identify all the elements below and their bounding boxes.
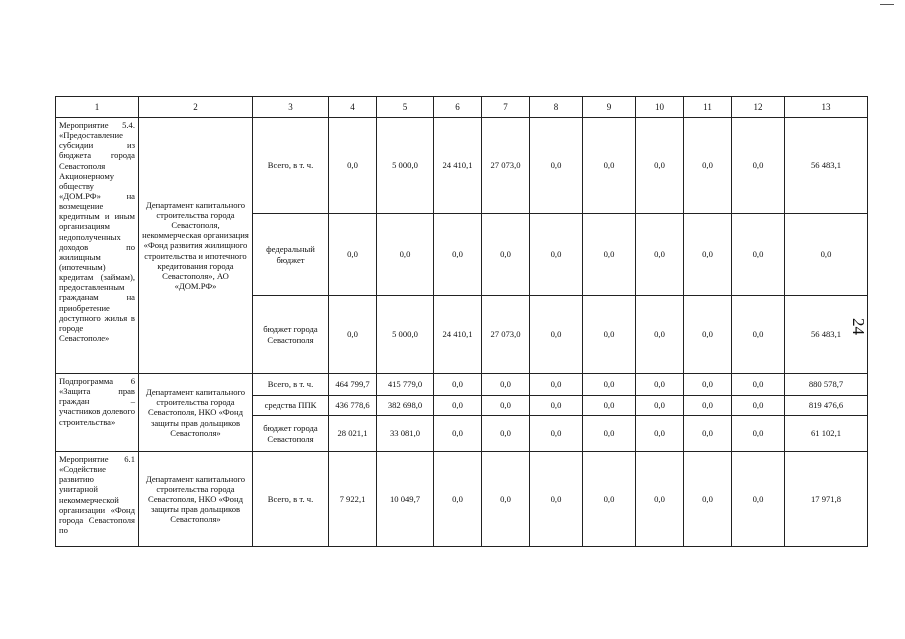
value-cell: 0,0 [482, 214, 530, 296]
value-cell: 0,0 [636, 214, 684, 296]
funding-source-cell: бюджет города Севастополя [253, 416, 329, 452]
value-cell: 415 779,0 [377, 374, 434, 396]
value-cell: 28 021,1 [329, 416, 377, 452]
value-cell: 5 000,0 [377, 118, 434, 214]
funding-source-cell: Всего, в т. ч. [253, 452, 329, 547]
total-cell: 0,0 [785, 214, 868, 296]
value-cell: 24 410,1 [434, 296, 482, 374]
value-cell: 0,0 [684, 452, 732, 547]
page-number: 24 [849, 318, 868, 335]
value-cell: 0,0 [636, 118, 684, 214]
value-cell: 5 000,0 [377, 296, 434, 374]
value-cell: 0,0 [329, 118, 377, 214]
value-cell: 0,0 [329, 296, 377, 374]
value-cell: 0,0 [583, 416, 636, 452]
value-cell: 0,0 [530, 416, 583, 452]
executor-cell: Департамент капитального строительства города Севастополя, НКО «Фонд защиты прав дольщиков Севастополя» [139, 374, 253, 452]
value-cell: 0,0 [684, 416, 732, 452]
column-header: 11 [684, 97, 732, 118]
value-cell: 0,0 [530, 374, 583, 396]
table-header-row [56, 97, 868, 118]
value-cell: 33 081,0 [377, 416, 434, 452]
table-row [56, 118, 868, 214]
measure-cell: Мероприятие 5.4. «Предоставление субсидии из бюджета города Севастополя Акционерному обществу «ДОМ.РФ» на возмещение кредитным и иным организациям недополученных доходов по жилищным (ипотечным) кредитам (займам), предоставленным гражданам на приобретение доступного жилья в городе Севастополе» [56, 118, 139, 374]
total-cell: 56 483,1 [785, 296, 868, 374]
column-header: 1 [56, 97, 139, 118]
column-header: 10 [636, 97, 684, 118]
value-cell: 0,0 [530, 296, 583, 374]
funding-source-cell: федеральный бюджет [253, 214, 329, 296]
total-cell: 17 971,8 [785, 452, 868, 547]
value-cell: 0,0 [530, 214, 583, 296]
value-cell: 0,0 [434, 452, 482, 547]
column-header: 7 [482, 97, 530, 118]
column-header: 6 [434, 97, 482, 118]
table-row [56, 452, 868, 547]
funding-table [55, 96, 868, 547]
value-cell: 0,0 [530, 118, 583, 214]
column-header: 13 [785, 97, 868, 118]
value-cell: 0,0 [732, 452, 785, 547]
value-cell: 0,0 [636, 416, 684, 452]
value-cell: 0,0 [482, 452, 530, 547]
value-cell: 0,0 [732, 416, 785, 452]
total-cell: 61 102,1 [785, 416, 868, 452]
column-header: 2 [139, 97, 253, 118]
corner-mark [880, 4, 894, 5]
value-cell: 0,0 [636, 296, 684, 374]
value-cell: 0,0 [583, 214, 636, 296]
value-cell: 7 922,1 [329, 452, 377, 547]
value-cell: 0,0 [636, 374, 684, 396]
table-row [56, 374, 868, 396]
column-header: 8 [530, 97, 583, 118]
value-cell: 464 799,7 [329, 374, 377, 396]
value-cell: 0,0 [732, 296, 785, 374]
funding-source-cell: бюджет города Севастополя [253, 296, 329, 374]
value-cell: 0,0 [434, 396, 482, 416]
column-header: 12 [732, 97, 785, 118]
total-cell: 819 476,6 [785, 396, 868, 416]
executor-cell: Департамент капитального строительства города Севастополя, некоммерческая организация «Фонд развития жилищного строительства и ипотечного кредитования города Севастополя», АО «ДОМ.РФ» [139, 118, 253, 374]
value-cell: 0,0 [329, 214, 377, 296]
value-cell: 0,0 [434, 416, 482, 452]
column-header: 9 [583, 97, 636, 118]
value-cell: 0,0 [684, 296, 732, 374]
value-cell: 0,0 [684, 118, 732, 214]
value-cell: 0,0 [684, 374, 732, 396]
value-cell: 0,0 [377, 214, 434, 296]
value-cell: 24 410,1 [434, 118, 482, 214]
value-cell: 0,0 [732, 396, 785, 416]
value-cell: 0,0 [732, 214, 785, 296]
value-cell: 0,0 [482, 416, 530, 452]
value-cell: 0,0 [434, 214, 482, 296]
value-cell: 0,0 [434, 374, 482, 396]
value-cell: 0,0 [636, 396, 684, 416]
value-cell: 27 073,0 [482, 118, 530, 214]
value-cell: 0,0 [482, 374, 530, 396]
value-cell: 0,0 [530, 452, 583, 547]
value-cell: 0,0 [482, 396, 530, 416]
value-cell: 0,0 [530, 396, 583, 416]
column-header: 5 [377, 97, 434, 118]
total-cell: 880 578,7 [785, 374, 868, 396]
value-cell: 0,0 [732, 118, 785, 214]
value-cell: 0,0 [583, 396, 636, 416]
value-cell: 10 049,7 [377, 452, 434, 547]
executor-cell: Департамент капитального строительства города Севастополя, НКО «Фонд защиты прав дольщиков Севастополя» [139, 452, 253, 547]
total-cell: 56 483,1 [785, 118, 868, 214]
value-cell: 0,0 [684, 214, 732, 296]
column-header: 3 [253, 97, 329, 118]
value-cell: 0,0 [732, 374, 785, 396]
value-cell: 382 698,0 [377, 396, 434, 416]
column-header: 4 [329, 97, 377, 118]
funding-source-cell: Всего, в т. ч. [253, 374, 329, 396]
value-cell: 0,0 [583, 118, 636, 214]
value-cell: 0,0 [583, 452, 636, 547]
value-cell: 0,0 [583, 374, 636, 396]
value-cell: 27 073,0 [482, 296, 530, 374]
value-cell: 0,0 [684, 396, 732, 416]
value-cell: 0,0 [636, 452, 684, 547]
measure-cell: Подпрограмма 6 «Защита прав граждан – участников долевого строительства» [56, 374, 139, 452]
value-cell: 0,0 [583, 296, 636, 374]
value-cell: 436 778,6 [329, 396, 377, 416]
funding-source-cell: средства ППК [253, 396, 329, 416]
funding-source-cell: Всего, в т. ч. [253, 118, 329, 214]
measure-cell: Мероприятие 6.1 «Содействие развитию унитарной некоммерческой организации «Фонд города Севастополя по [56, 452, 139, 547]
